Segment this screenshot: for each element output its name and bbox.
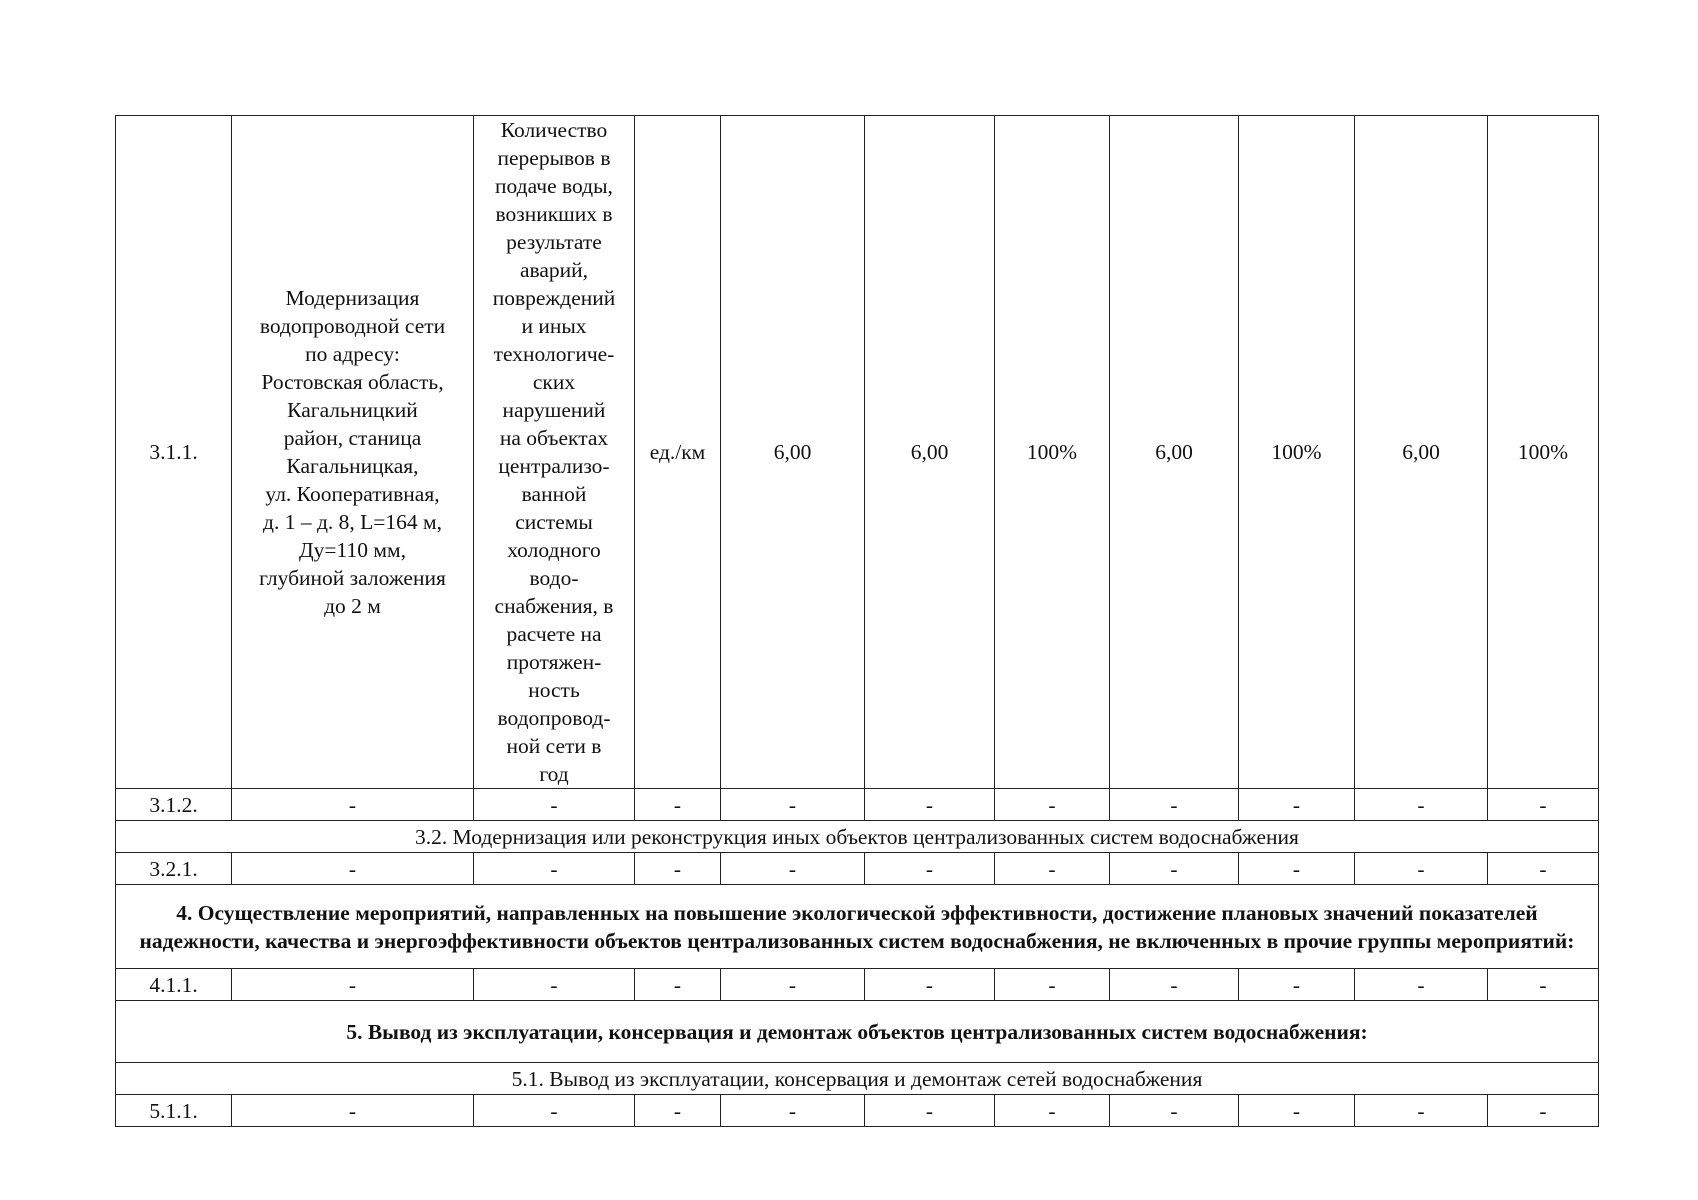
measures-table — [115, 115, 1599, 1127]
dash-cell: - — [635, 969, 721, 1001]
text-line: результате — [506, 230, 602, 254]
row-number: 3.1.2. — [116, 789, 232, 821]
dash-cell: - — [232, 969, 474, 1001]
text-line: Количество — [500, 118, 608, 142]
text-line: ванной — [521, 482, 587, 506]
dash-cell: - — [1239, 789, 1355, 821]
text-line: Ду=110 мм, — [299, 538, 406, 562]
row-number: 3.2.1. — [116, 853, 232, 885]
text-line: ул. Кооперативная, — [265, 482, 440, 506]
dash-cell: - — [635, 853, 721, 885]
table-row — [116, 789, 1599, 821]
dash-cell: - — [1239, 853, 1355, 885]
dash-cell: - — [1355, 853, 1488, 885]
dash-cell: - — [232, 1095, 474, 1127]
section-row — [116, 821, 1599, 853]
dash-cell: - — [1110, 853, 1239, 885]
section-row — [116, 885, 1599, 969]
section-heading-5-1: 5.1. Вывод из эксплуатации, консервация и демонтаж сетей водоснабжения — [116, 1063, 1599, 1095]
text-line: нарушений — [502, 398, 606, 422]
value-cell: 6,00 — [1110, 116, 1239, 789]
text-line: водопровод- — [497, 706, 611, 730]
text-line: технологиче- — [493, 342, 615, 366]
text-line: и иных — [521, 314, 587, 338]
dash-cell: - — [1355, 789, 1488, 821]
text-line: подаче воды, — [495, 174, 613, 198]
text-line: ских — [532, 370, 576, 394]
table-row — [116, 853, 1599, 885]
dash-cell: - — [865, 853, 995, 885]
text-line: повреждений — [492, 286, 616, 310]
text-line: протяжен- — [506, 650, 602, 674]
text-line: водо- — [529, 566, 579, 590]
text-line: на объектах — [499, 426, 609, 450]
text-line: Кагальницкий — [287, 398, 418, 422]
dash-cell: - — [995, 969, 1110, 1001]
text-line: холодного — [507, 538, 601, 562]
dash-cell: - — [635, 789, 721, 821]
dash-cell: - — [1488, 1095, 1599, 1127]
dash-cell: - — [995, 853, 1110, 885]
value-cell: 6,00 — [721, 116, 865, 789]
text-line: год — [539, 762, 569, 786]
dash-cell: - — [474, 1095, 635, 1127]
dash-cell: - — [635, 1095, 721, 1127]
dash-cell: - — [1488, 789, 1599, 821]
dash-cell: - — [865, 789, 995, 821]
text-line: централизо- — [498, 454, 610, 478]
dash-cell: - — [1488, 853, 1599, 885]
dash-cell: - — [1110, 969, 1239, 1001]
dash-cell: - — [474, 969, 635, 1001]
text-line: ной сети в — [506, 734, 602, 758]
dash-cell: - — [1110, 789, 1239, 821]
percent-cell: 100% — [1488, 116, 1599, 789]
dash-cell: - — [721, 1095, 865, 1127]
dash-cell: - — [474, 853, 635, 885]
dash-cell: - — [232, 853, 474, 885]
dash-cell: - — [995, 789, 1110, 821]
dash-cell: - — [1239, 1095, 1355, 1127]
text-line: глубиной заложения — [259, 566, 446, 590]
percent-cell: 100% — [995, 116, 1110, 789]
dash-cell: - — [474, 789, 635, 821]
dash-cell: - — [1355, 969, 1488, 1001]
section-row — [116, 1063, 1599, 1095]
text-line: Кагальницкая, — [286, 454, 419, 478]
text-line: возникших в — [495, 202, 613, 226]
section-heading-3-2: 3.2. Модернизация или реконструкция иных объектов централизованных систем водоснабжения — [116, 821, 1599, 853]
text-line: системы — [515, 510, 593, 534]
text-line: водопроводной сети — [259, 314, 446, 338]
table-row — [116, 969, 1599, 1001]
text-line: район, станица — [283, 426, 422, 450]
percent-cell: 100% — [1239, 116, 1355, 789]
text-line: Ростовская область, — [261, 370, 444, 394]
dash-cell: - — [995, 1095, 1110, 1127]
text-line: Модернизация — [285, 286, 420, 310]
dash-cell: - — [721, 969, 865, 1001]
unit: ед./км — [635, 116, 721, 789]
indicator-name — [474, 116, 635, 789]
dash-cell: - — [721, 853, 865, 885]
dash-cell: - — [721, 789, 865, 821]
text-line: по адресу: — [305, 342, 400, 366]
value-cell: 6,00 — [865, 116, 995, 789]
row-number: 3.1.1. — [116, 116, 232, 789]
dash-cell: - — [865, 969, 995, 1001]
text-line: аварий, — [519, 258, 589, 282]
dash-cell: - — [865, 1095, 995, 1127]
text-line: до 2 м — [324, 594, 381, 618]
section-row — [116, 1001, 1599, 1063]
row-number: 4.1.1. — [116, 969, 232, 1001]
text-line: расчете на — [506, 622, 602, 646]
table-row — [116, 116, 1599, 789]
dash-cell: - — [1355, 1095, 1488, 1127]
text-line: ность — [528, 678, 580, 702]
dash-cell: - — [1488, 969, 1599, 1001]
measure-name — [232, 116, 474, 789]
text-line: перерывов в — [497, 146, 611, 170]
dash-cell: - — [232, 789, 474, 821]
section-heading-5: 5. Вывод из эксплуатации, консервация и демонтаж объектов централизованных систем водоснабжения: — [116, 1001, 1599, 1063]
text-line: д. 1 – д. 8, L=164 м, — [263, 510, 442, 534]
text-line: снабжения, в — [494, 594, 614, 618]
table-row — [116, 1095, 1599, 1127]
value-cell: 6,00 — [1355, 116, 1488, 789]
section-heading-4: 4. Осуществление мероприятий, направленных на повышение экологической эффективности, достижение плановых значений показателей надежности, качества и энергоэффективности объектов централизованных систем водоснабжения, не включенных в прочие группы мероприятий: — [116, 885, 1599, 969]
dash-cell: - — [1239, 969, 1355, 1001]
row-number: 5.1.1. — [116, 1095, 232, 1127]
dash-cell: - — [1110, 1095, 1239, 1127]
